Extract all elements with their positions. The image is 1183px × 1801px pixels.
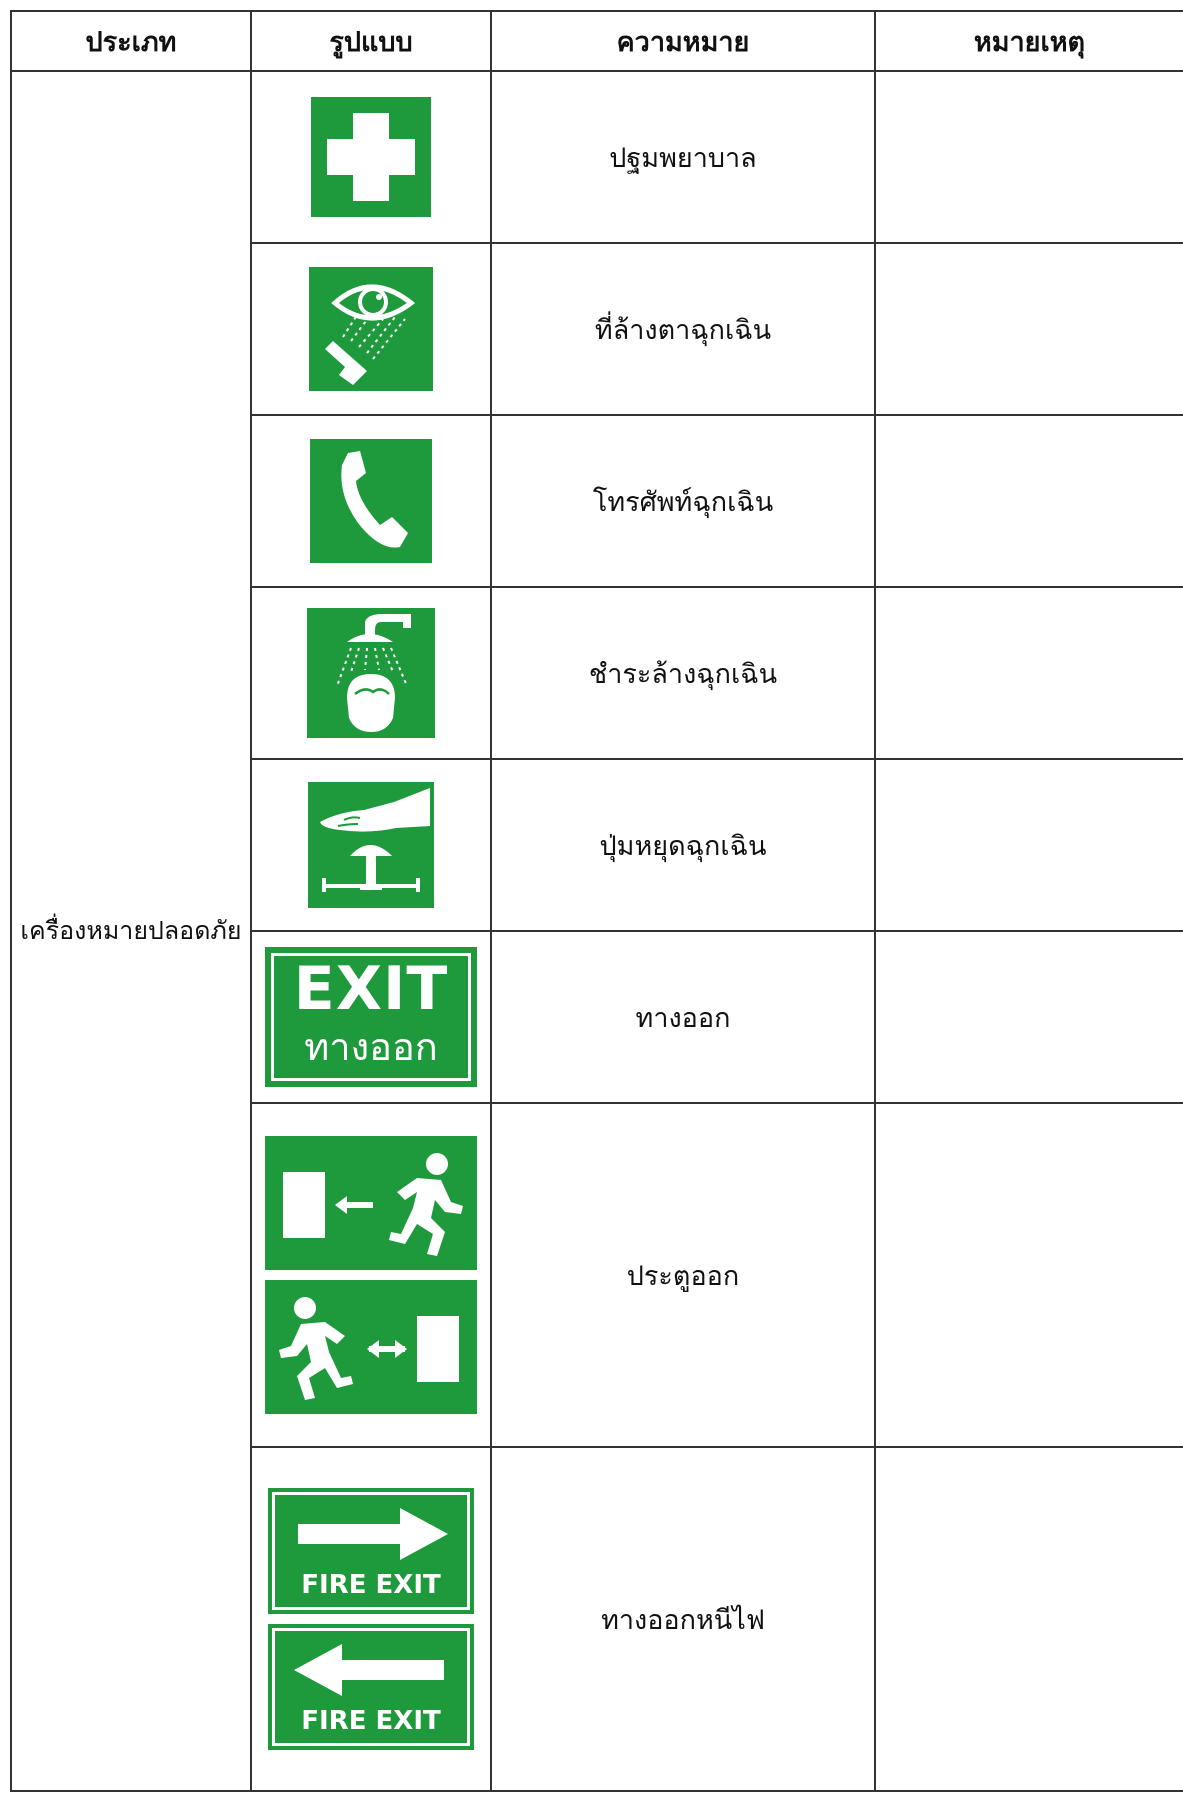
note-cell xyxy=(875,759,1183,931)
exit-sign-en-text: EXIT xyxy=(293,954,449,1024)
fire-exit-arrow-right-icon xyxy=(268,1488,474,1614)
pattern-cell xyxy=(251,1447,491,1791)
telephone-icon xyxy=(310,439,432,563)
meaning-cell: ปฐมพยาบาล xyxy=(491,71,875,243)
safety-signs-table xyxy=(10,10,1183,1792)
meaning-cell: ทางออกหนีไฟ xyxy=(491,1447,875,1791)
fire-exit-label: FIRE EXIT xyxy=(301,1706,441,1736)
exit-door-running-man-right-icon xyxy=(265,1280,477,1414)
pattern-cell xyxy=(251,415,491,587)
note-cell xyxy=(875,1447,1183,1791)
meaning-cell: ปุ่มหยุดฉุกเฉิน xyxy=(491,759,875,931)
note-cell xyxy=(875,243,1183,415)
pattern-cell xyxy=(251,243,491,415)
fire-exit-arrow-left-icon xyxy=(268,1624,474,1750)
pattern-cell xyxy=(251,759,491,931)
pattern-cell xyxy=(251,587,491,759)
note-cell xyxy=(875,931,1183,1103)
category-cell: เครื่องหมายปลอดภัย xyxy=(11,71,251,1791)
header-type: ประเภท xyxy=(11,11,251,71)
meaning-cell: ชำระล้างฉุกเฉิน xyxy=(491,587,875,759)
header-row xyxy=(11,11,1183,71)
exit-sign-icon xyxy=(265,947,477,1087)
emergency-shower-icon xyxy=(307,608,435,738)
meaning-cell: ประตูออก xyxy=(491,1103,875,1447)
note-cell xyxy=(875,415,1183,587)
eye-wash-icon xyxy=(309,267,433,391)
exit-sign-th-text: ทางออก xyxy=(304,1025,438,1069)
header-note: หมายเหตุ xyxy=(875,11,1183,71)
meaning-cell: ทางออก xyxy=(491,931,875,1103)
first-aid-cross-icon xyxy=(311,97,431,217)
note-cell xyxy=(875,1103,1183,1447)
table-row xyxy=(11,71,1183,243)
header-pattern: รูปแบบ xyxy=(251,11,491,71)
meaning-cell: โทรศัพท์ฉุกเฉิน xyxy=(491,415,875,587)
note-cell xyxy=(875,71,1183,243)
exit-door-running-man-left-icon xyxy=(265,1136,477,1270)
emergency-stop-button-icon xyxy=(308,782,434,908)
pattern-cell xyxy=(251,1103,491,1447)
note-cell xyxy=(875,587,1183,759)
meaning-cell: ที่ล้างตาฉุกเฉิน xyxy=(491,243,875,415)
pattern-cell xyxy=(251,71,491,243)
fire-exit-label: FIRE EXIT xyxy=(301,1570,441,1600)
pattern-cell xyxy=(251,931,491,1103)
header-meaning: ความหมาย xyxy=(491,11,875,71)
